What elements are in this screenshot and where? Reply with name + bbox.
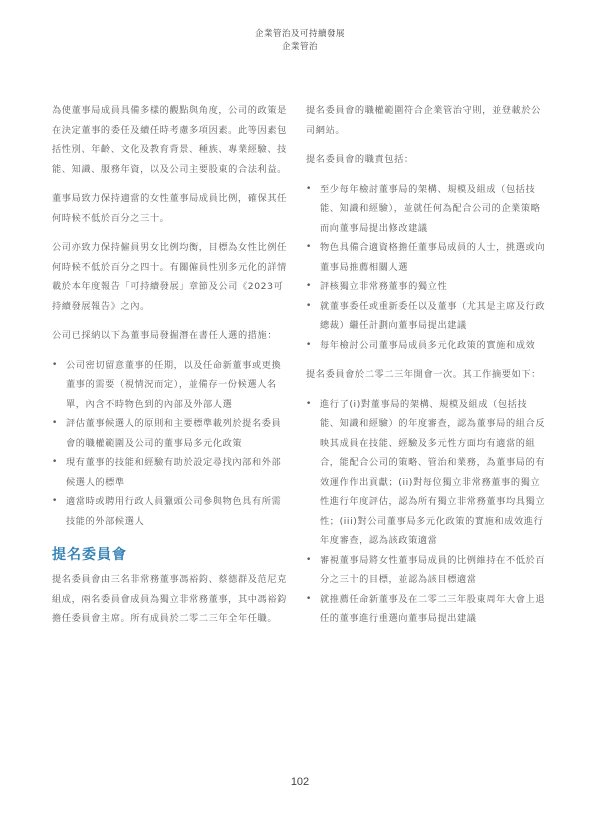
right-column	[306, 101, 546, 639]
page-header	[0, 28, 600, 54]
bullet-icon: •	[306, 281, 312, 291]
paragraph-committee-composition: 提名委員會由三名非常務董事馮裕鈞、蔡德群及范尼克組成，兩名委員會成員為獨立非常務董事，其中馮裕鈞擔任委員會主席。所有成員於二零二三年全年任職。	[52, 574, 287, 624]
measures-list	[52, 356, 290, 532]
list-item: • 每年檢討公司董事局成員多元化政策的實施和成效	[306, 336, 546, 356]
paragraph-terms-of-reference: 提名委員會的職權範圍符合企業管治守則，並登載於公司網站。	[306, 105, 541, 136]
duties-list	[306, 180, 546, 356]
section-title-nomination-committee: 提名委員會	[52, 547, 127, 563]
list-item: • 審視董事局將女性董事局成員的比例維持在不低於百分之三十的目標，並認為該目標適當	[306, 551, 546, 590]
bullet-icon: •	[306, 242, 312, 252]
list-item: • 就推薦任命新董事及在二零二三年股東周年大會上退任的董事進行重選向董事局提出建議	[306, 590, 546, 629]
bullet-icon: •	[306, 554, 312, 565]
list-item: • 物色具備合適資格擔任董事局成員的人士，挑選或向董事局推薦相關人選	[306, 238, 546, 277]
work-summary-list	[306, 395, 546, 629]
bullet-icon: •	[52, 359, 58, 370]
list-item: • 現有董事的技能和經驗有助於設定尋找內部和外部候選人的標準	[52, 453, 290, 492]
page-number: 102	[290, 776, 310, 788]
header-subtitle: 企業管治	[281, 42, 318, 52]
left-column	[52, 101, 290, 639]
list-item: • 適當時或聘用行政人員獵頭公司參與物色具有所需技能的外部候選人	[52, 492, 290, 531]
bullet-icon: •	[52, 496, 58, 506]
paragraph-employee-gender-balance: 公司亦致力保持僱員男女比例均衡，目標為女性比例任何時候不低於百分之四十。有關僱員性別多元化的詳情載於本年度報告「可持續發展」章節及公司《2023可持續發展報告》之內。	[52, 242, 287, 312]
bullet-icon: •	[306, 183, 312, 194]
paragraph-female-board-ratio: 董事局致力保持適當的女性董事局成員比例，確保其任何時候不低於百分之三十。	[52, 193, 287, 224]
bullet-icon: •	[52, 457, 58, 467]
bullet-icon: •	[52, 418, 58, 428]
bullet-icon: •	[306, 398, 312, 409]
bullet-icon: •	[306, 593, 312, 604]
bullet-icon: •	[306, 339, 312, 350]
paragraph-measures-intro: 公司已採納以下為董事局發掘潛在書任人選的措施：	[52, 330, 278, 341]
paragraph-work-summary-intro: 提名委員會於二零二三年開會一次。其工作摘要如下：	[306, 369, 541, 380]
paragraph-duties-intro: 提名委員會的職責包括：	[306, 154, 414, 165]
list-item: • 評核獨立非常務董事的獨立性	[306, 277, 546, 297]
list-item: • 就董事委任或重新委任以及董事（尤其是主席及行政總裁）繼任計劃向董事局提出建議	[306, 297, 546, 336]
list-item: • 至少每年檢討董事局的架構、規模及組成（包括技能、知識和經驗），並就任何為配合公司的企業策略而向董事局提出修改建議	[306, 180, 546, 239]
bullet-icon: •	[306, 300, 312, 311]
header-title: 企業管治及可持續發展	[254, 29, 345, 39]
list-item: • 進行了(i)對董事局的架構、規模及組成（包括技能、知識和經驗）的年度審查，認為董事局的組合反映其成員在技能、經驗及多元性方面均有適當的組合，能配合公司的策略、管治和業務，為董事局的有效運作作出貢獻；(ii)對每位獨立非常務董事的獨立性進行年度評估，認為所有獨立非常務董事均具獨立性；(iii)對公司董事局多元化政策的實施和成效進行年度審查，認為該政策適當	[306, 395, 546, 551]
list-item: • 公司密切留意董事的任期，以及任命新董事或更換董事的需要（視情況而定），並備存一份候選人名單，內含不時物色到的內部及外部人選	[52, 356, 290, 415]
list-item: • 評估董事候選人的原則和主要標準載列於提名委員會的職權範圍及公司的董事局多元化政策	[52, 414, 290, 453]
paragraph-diversity-policy: 為使董事局成員具備多樣的觀點與角度，公司的政策是在決定董事的委任及續任時考慮多項因素。此等因素包括性別、年齡、文化及教育背景、種族、專業經驗、技能、知識、服務年資，以及公司主要股東的合法利益。	[52, 105, 287, 175]
